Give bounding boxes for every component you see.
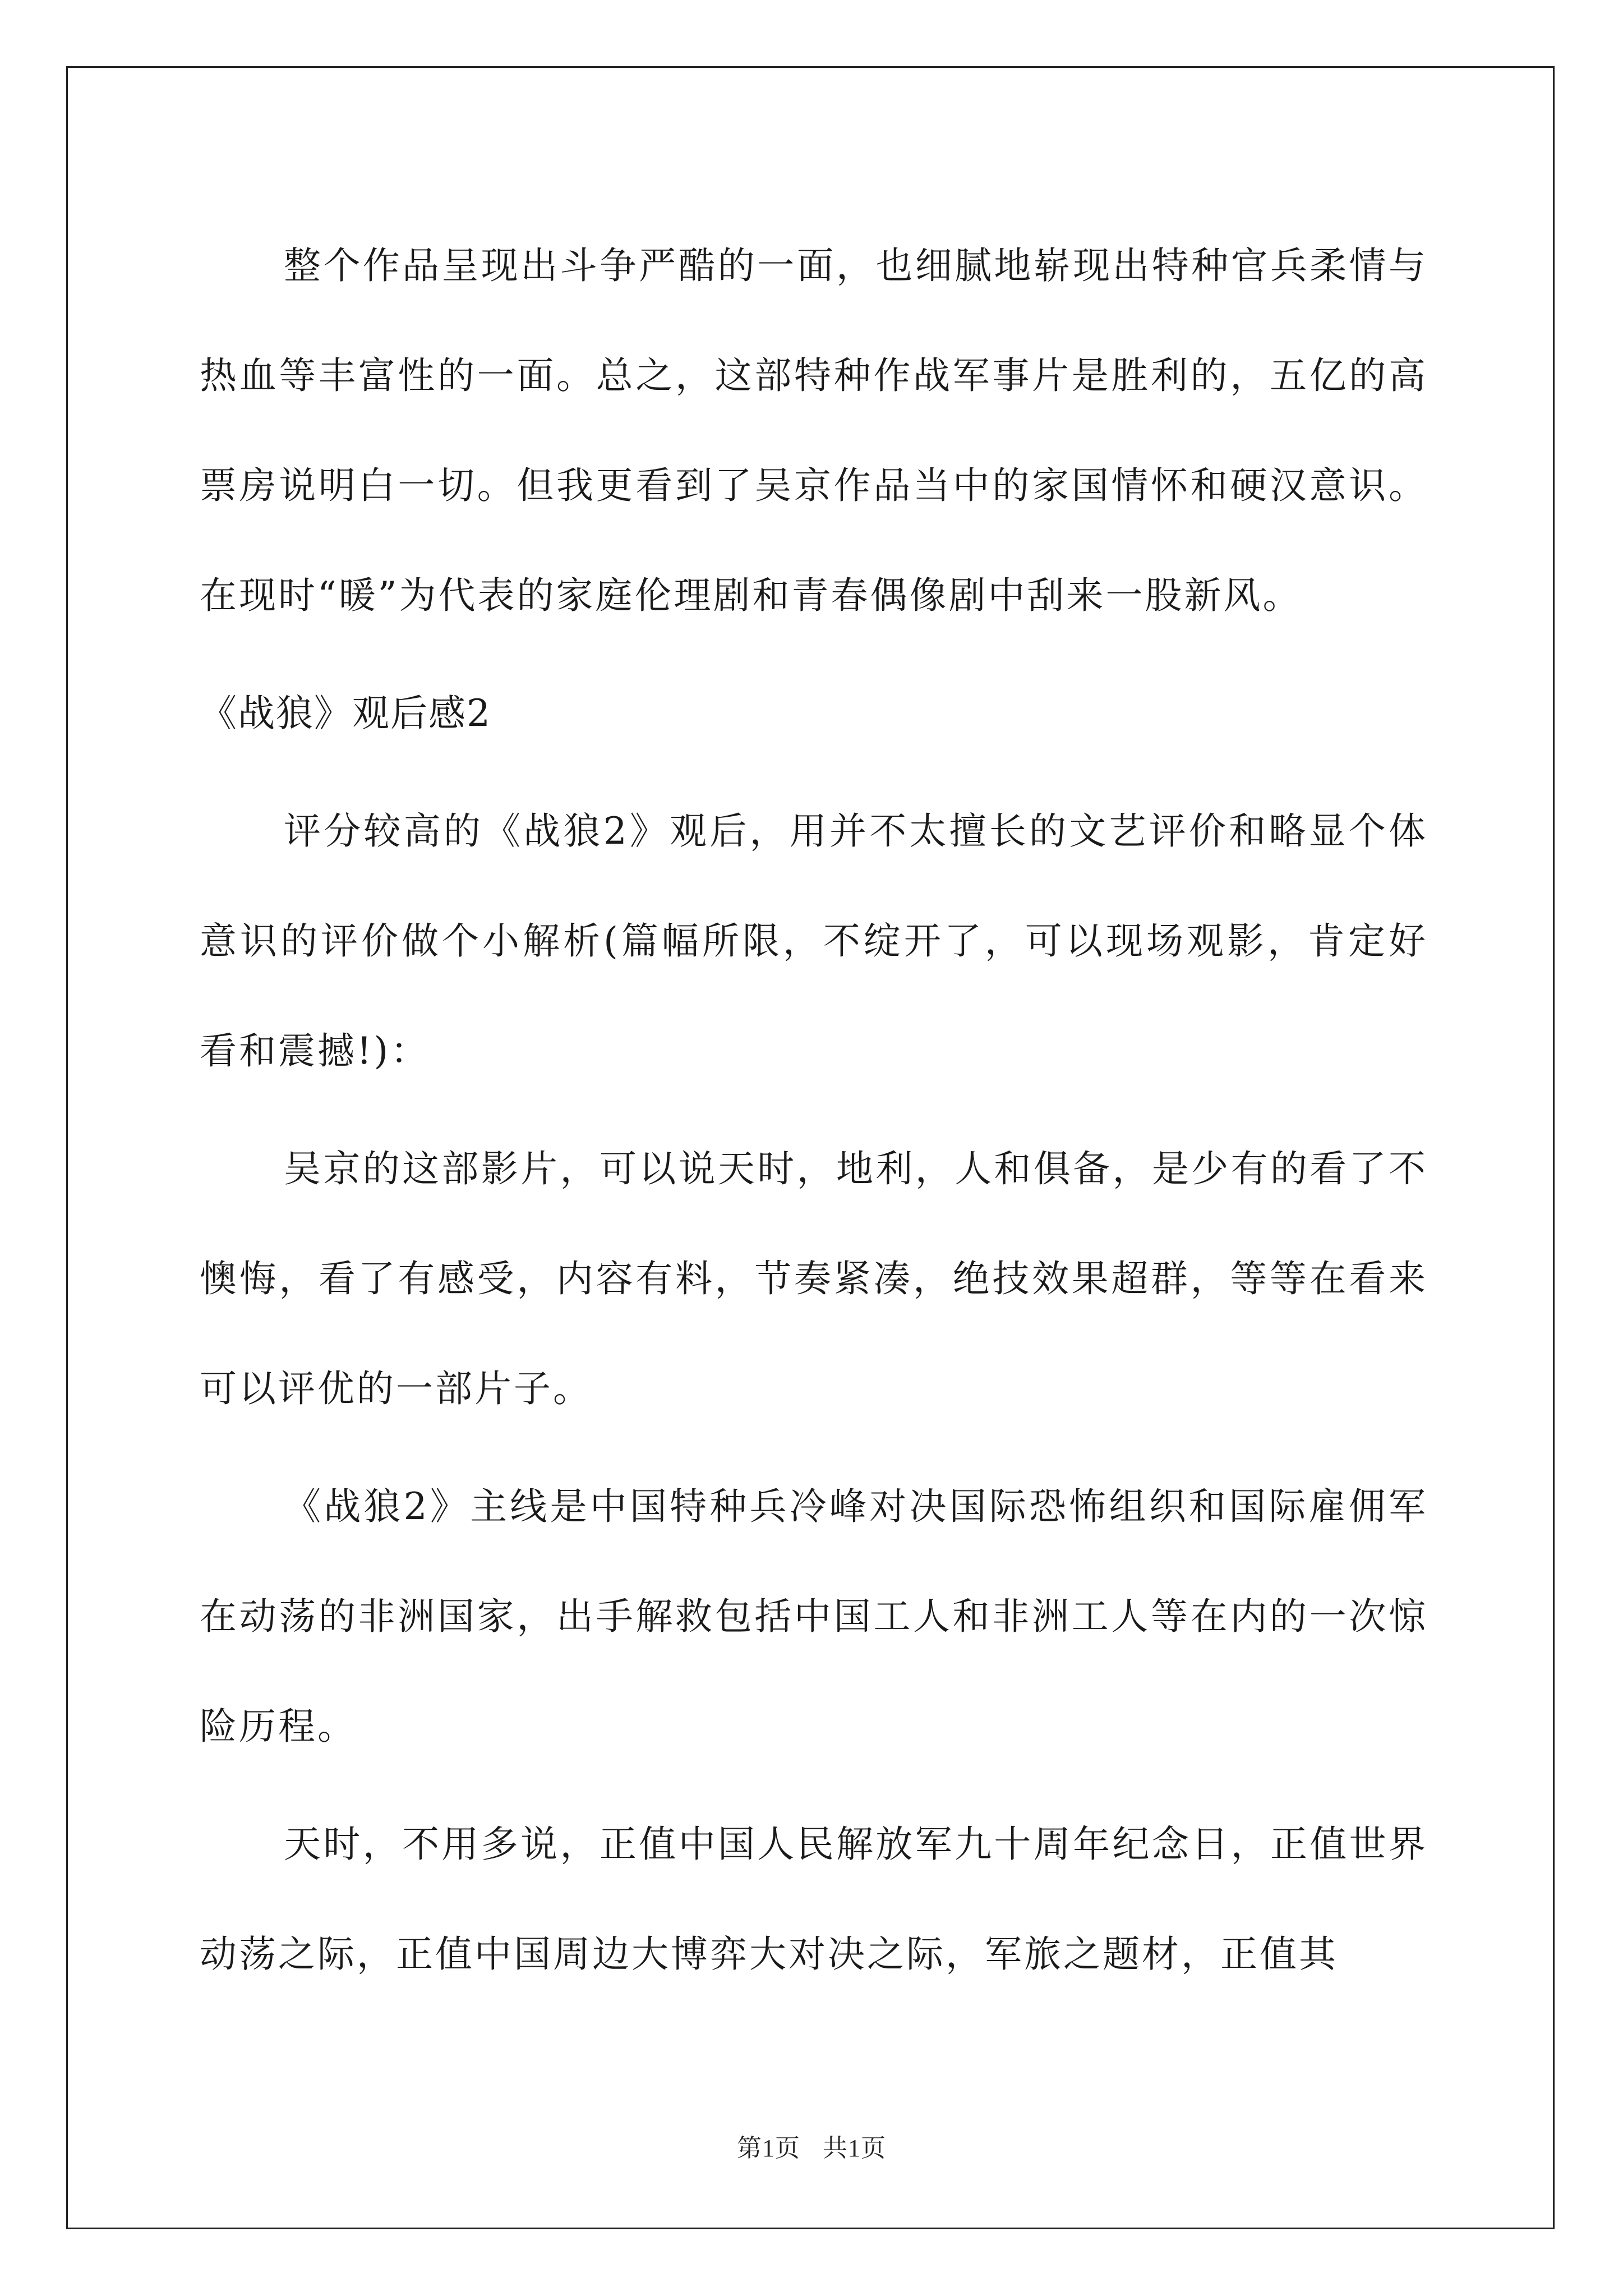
document-body [200,211,1428,2009]
paragraph-5: 天时，不用多说，正值中国人民解放军九十周年纪念日，正值世界动荡之际，正值中国周边大博弈大对决之际，军旅之题材，正值其 [200,1823,1428,1976]
section-heading: 《战狼》观后感2 [200,692,491,735]
paragraph-4: 《战狼2》主线是中国特种兵冷峰对决国际恐怖组织和国际雇佣军在动荡的非洲国家，出手解救包括中国工人和非洲工人等在内的一次惊险历程。 [200,1485,1428,1748]
paragraph-2: 评分较高的《战狼2》观后，用并不太擅长的文艺评价和略显个体意识的评价做个小解析(篇幅所限，不绽开了，可以现场观影，肯定好看和震撼!)： [200,809,1428,1073]
paragraph-1: 整个作品呈现出斗争严酷的一面，也细腻地崭现出特种官兵柔情与热血等丰富性的一面。总之，这部特种作战军事片是胜利的，五亿的高票房说明白一切。但我更看到了吴京作品当中的家国情怀和硬汉意识。在现时“暖”为代表的家庭伦理剧和青春偶像剧中刮来一股新风。 [200,244,1428,617]
paragraph-3: 吴京的这部影片，可以说天时，地利，人和俱备，是少有的看了不懊悔，看了有感受，内容有料，节奏紧凑，绝技效果超群，等等在看来可以评优的一部片子。 [200,1147,1428,1410]
page-number: 第1页 [737,2134,800,2162]
page-footer [0,2128,1623,2164]
page-total: 共1页 [823,2134,886,2162]
